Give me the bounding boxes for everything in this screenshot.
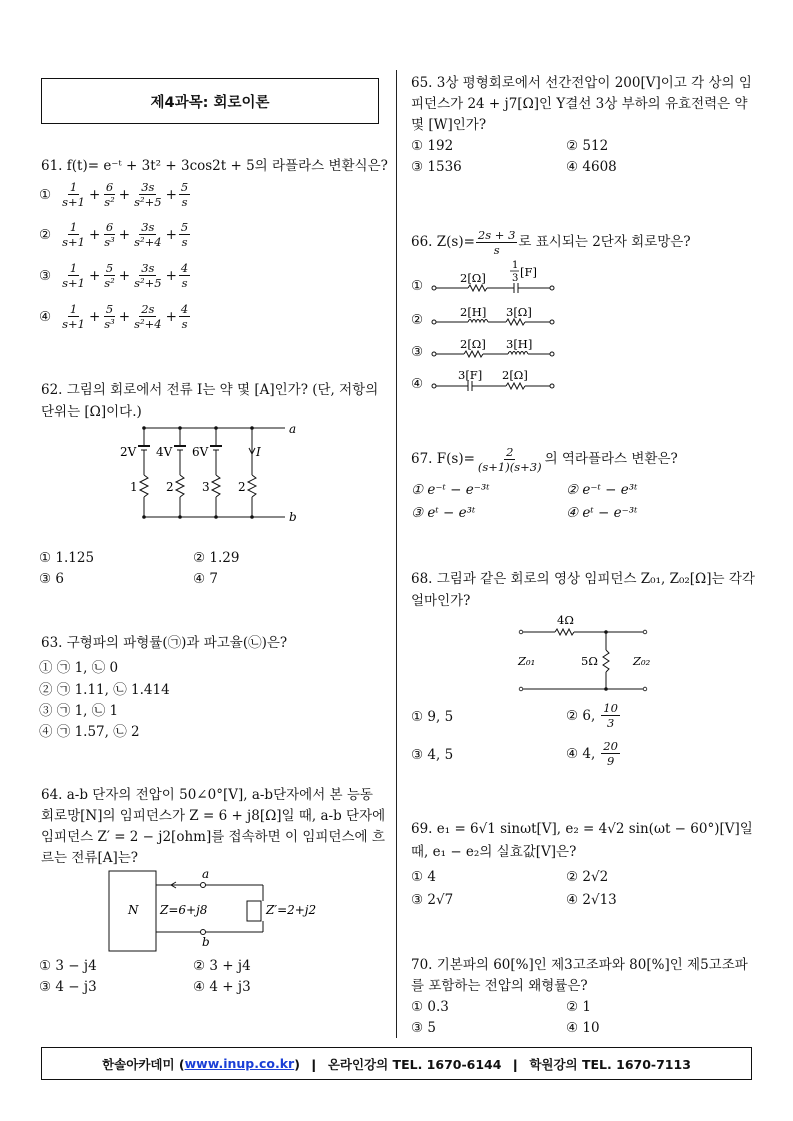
q64-option-3: ③ 4 − j3 (39, 979, 97, 995)
fraction-numerator: 5 (180, 180, 189, 194)
q68-option-4-den: 9 (606, 754, 615, 768)
fraction-numerator: 1 (69, 220, 78, 234)
q68-circuit-diagram (515, 612, 655, 694)
column-divider (396, 70, 397, 1038)
q67-numerator: 2 (506, 445, 514, 459)
q66-denominator: s (493, 243, 500, 257)
plus-sign: + (165, 226, 177, 243)
q66-numerator: 2s + 3 (477, 228, 516, 242)
q66-option-3-mark: ③ (411, 344, 424, 360)
q62-option-3: ③ 6 (39, 571, 64, 587)
q64-option-1: ① 3 − j4 (39, 958, 97, 974)
q64-circuit-diagram (108, 868, 328, 954)
q68-option-4-label: ④ 4, (566, 745, 596, 762)
footer-brand: 한솔아카데미 ( (102, 1056, 185, 1072)
q65-option-4: ④ 4608 (566, 159, 617, 175)
fraction-denominator: s²+4 (134, 317, 162, 331)
q61-stem: 61. f(t)= e⁻ᵗ + 3t² + 3cos2t + 5의 라플라스 변환식은? (41, 158, 388, 174)
q64-stem-line1: 64. a-b 단자의 전압이 50∠0°[V], a-b단자에서 본 능동 (41, 787, 373, 803)
q66-opt3-label1: 2[Ω] (460, 337, 486, 351)
q69-stem-line2: 때, e₁ − e₂의 실효값[V]은? (411, 844, 577, 860)
plus-sign: + (88, 308, 101, 325)
q65-stem-line2: 피던스가 24 + j7[Ω]인 Y결선 3상 부하의 유효전력은 약 (411, 96, 748, 112)
q66-opt1-label1: 2[Ω] (460, 271, 486, 285)
q63-option-3: ③ ㉠ 1, ㉡ 1 (39, 703, 119, 719)
q70-option-2: ② 1 (566, 999, 591, 1015)
q68-z01-label: Z₀₁ (518, 654, 536, 668)
plus-sign: + (88, 186, 101, 203)
q68-r1-label: 4Ω (557, 613, 574, 627)
section-title: 제4과목: 회로이론 (41, 78, 379, 124)
q61-option-mark: ① (39, 186, 52, 203)
q63-stem: 63. 구형파의 파형률(㉠)과 파고율(㉡)은? (41, 635, 288, 651)
plus-sign: + (118, 226, 131, 243)
plus-sign: + (118, 308, 131, 325)
fraction-numerator: 3s (141, 180, 155, 194)
plus-sign: + (165, 308, 177, 325)
q67-stem-suffix: 의 역라플라스 변환은? (544, 451, 678, 467)
q62-terminal-b: b (289, 510, 297, 524)
fraction-denominator: s²+4 (134, 235, 162, 249)
q62-r4-label: 2 (238, 480, 246, 494)
q66-opt1-label2: [F] (520, 265, 537, 279)
q67-denominator: (s+1)(s+3) (477, 460, 542, 474)
fraction-numerator: 5 (180, 220, 189, 234)
q69-option-2: ② 2√2 (566, 869, 609, 885)
fraction-denominator: s²+5 (134, 195, 162, 209)
plus-sign: + (88, 226, 101, 243)
q61-option-3 (39, 261, 191, 290)
q68-option-2-label: ② 6, (566, 707, 596, 724)
q67-option-3: ③ eᵗ − e³ᵗ (411, 505, 476, 521)
fraction-numerator: 5 (105, 261, 114, 275)
fraction-denominator: s (181, 317, 188, 331)
fraction-denominator: s³ (104, 317, 115, 331)
q64-terminal-a: a (202, 867, 210, 881)
q62-option-1: ① 1.125 (39, 550, 95, 566)
q61-term-fraction (132, 261, 163, 290)
q69-option-4: ④ 2√13 (566, 892, 617, 908)
footer-banner (41, 1047, 752, 1080)
fraction-denominator: s² (104, 195, 115, 209)
fraction-denominator: s (181, 276, 188, 290)
q62-stem-line2: 단위는 [Ω]이다.) (41, 404, 142, 420)
q61-option-mark: ③ (39, 267, 52, 284)
fraction-denominator: s²+5 (134, 276, 162, 290)
q61-term-fraction (179, 180, 190, 209)
fraction-denominator: s+1 (62, 317, 85, 331)
fraction-numerator: 6 (105, 180, 114, 194)
q66-stem-prefix: 66. Z(s)= (411, 234, 475, 250)
q68-option-4-num: 20 (603, 739, 618, 753)
fraction-denominator: s³ (104, 235, 115, 249)
q61-term-fraction (102, 302, 117, 331)
q68-stem-line1: 68. 그림과 같은 회로의 영상 임피던스 Z₀₁, Z₀₂[Ω]는 각각 (411, 571, 755, 587)
plus-sign: + (165, 186, 177, 203)
q70-option-1: ① 0.3 (411, 999, 449, 1015)
fraction-denominator: s+1 (62, 195, 85, 209)
q62-circuit-diagram (110, 420, 310, 525)
q61-term-fraction (102, 220, 117, 249)
q62-terminal-a: a (289, 422, 297, 436)
q61-term-fraction (102, 261, 117, 290)
fraction-numerator: 3s (141, 261, 155, 275)
fraction-numerator: 5 (105, 302, 114, 316)
q66-opt2-label1: 2[H] (460, 305, 487, 319)
q70-option-4: ④ 10 (566, 1020, 600, 1036)
q68-option-2-num: 10 (603, 701, 618, 715)
footer-contact: ) ❙ 온라인강의 TEL. 1670-6144 ❙ 학원강의 TEL. 1670-7113 (294, 1056, 691, 1072)
plus-sign: + (88, 267, 101, 284)
q63-option-4: ④ ㉠ 1.57, ㉡ 2 (39, 724, 140, 740)
q61-term-fraction (60, 220, 87, 249)
q62-v2-label: 4V (156, 445, 173, 459)
q68-option-4 (566, 739, 621, 768)
q68-option-3: ③ 4, 5 (411, 747, 454, 763)
q70-option-3: ③ 5 (411, 1020, 436, 1036)
q61-term-fraction (179, 220, 190, 249)
q61-option-1 (39, 180, 191, 209)
q61-term-fraction (132, 180, 163, 209)
fraction-numerator: 2s (141, 302, 155, 316)
q63-option-1: ① ㉠ 1, ㉡ 0 (39, 660, 119, 676)
q62-r3-label: 3 (202, 480, 210, 494)
fraction-denominator: s+1 (62, 276, 85, 290)
plus-sign: + (165, 267, 177, 284)
fraction-numerator: 1 (69, 180, 78, 194)
q66-opt1-frac-den: 3 (512, 273, 519, 284)
q61-term-fraction (132, 220, 163, 249)
q61-term-fraction (60, 302, 87, 331)
q67-stem-prefix: 67. F(s)= (411, 451, 475, 467)
q62-stem-line1: 62. 그림의 회로에서 전류 I는 약 몇 [A]인가? (단, 저항의 (41, 382, 379, 398)
q65-option-2: ② 512 (566, 138, 609, 154)
q62-option-2: ② 1.29 (193, 550, 240, 566)
q62-r2-label: 2 (166, 480, 174, 494)
q66-networks-diagram (430, 258, 570, 398)
q64-impedance-z: Z=6+j8 (160, 903, 208, 917)
q69-option-3: ③ 2√7 (411, 892, 454, 908)
q61-option-2 (39, 220, 191, 249)
q66-option-4-mark: ④ (411, 376, 424, 392)
q61-option-4 (39, 302, 191, 331)
q65-option-1: ① 192 (411, 138, 454, 154)
q66-stem (411, 228, 691, 257)
fraction-numerator: 4 (180, 261, 189, 275)
q64-network-label: N (128, 903, 139, 917)
q66-opt2-label2: 3[Ω] (506, 305, 532, 319)
q68-r2-label: 5Ω (581, 654, 598, 668)
fraction-denominator: s (181, 235, 188, 249)
q68-z02-label: Z₀₂ (633, 654, 651, 668)
q62-v1-label: 2V (120, 445, 137, 459)
q62-r1-label: 1 (130, 480, 138, 494)
q64-terminal-b: b (202, 935, 210, 949)
q66-option-1-mark: ① (411, 278, 424, 294)
q66-opt4-label1: 3[F] (458, 368, 483, 382)
fraction-numerator: 4 (180, 302, 189, 316)
q62-v3-label: 6V (192, 445, 209, 459)
q65-option-3: ③ 1536 (411, 159, 462, 175)
q65-stem-line3: 몇 [W]인가? (411, 117, 487, 133)
fraction-numerator: 6 (105, 220, 114, 234)
q67-option-2: ② e⁻ᵗ − e³ᵗ (566, 482, 638, 498)
q70-stem-line1: 70. 기본파의 60[%]인 제3고조파와 80[%]인 제5고조파 (411, 957, 748, 973)
q61-term-fraction (132, 302, 163, 331)
q64-option-2: ② 3 + j4 (193, 958, 251, 974)
plus-sign: + (118, 186, 131, 203)
q61-term-fraction (179, 302, 190, 331)
q66-opt1-frac-num: 1 (512, 260, 519, 271)
q66-opt3-label2: 3[H] (506, 337, 533, 351)
q68-stem-line2: 얼마인가? (411, 593, 471, 609)
q69-stem-line1: 69. e₁ = 6√1 sinωt[V], e₂ = 4√2 sin(ωt − 60°)[V]일 (411, 821, 753, 837)
q63-option-2: ② ㉠ 1.11, ㉡ 1.414 (39, 682, 170, 698)
q69-option-1: ① 4 (411, 869, 436, 885)
q64-stem-line3: 임피던스 Z′ = 2 − j2[ohm]를 접속하면 이 임피던스에 흐 (41, 829, 385, 845)
plus-sign: + (118, 267, 131, 284)
q66-opt4-label2: 2[Ω] (502, 368, 528, 382)
q67-option-1: ① e⁻ᵗ − e⁻³ᵗ (411, 482, 490, 498)
q62-current-label: I (256, 445, 261, 459)
q66-option-2-mark: ② (411, 312, 424, 328)
q61-term-fraction (60, 180, 87, 209)
footer-url-link[interactable]: www.inup.co.kr (184, 1056, 295, 1071)
q64-option-4: ④ 4 + j3 (193, 979, 251, 995)
fraction-numerator: 1 (69, 261, 78, 275)
q70-stem-line2: 를 포함하는 전압의 왜형률은? (411, 978, 588, 994)
q64-impedance-zp: Z′=2+j2 (266, 903, 317, 917)
q68-option-2-den: 3 (606, 716, 615, 730)
q66-stem-suffix: 로 표시되는 2단자 회로망은? (518, 234, 691, 250)
q61-term-fraction (60, 261, 87, 290)
fraction-numerator: 1 (69, 302, 78, 316)
q68-option-1: ① 9, 5 (411, 709, 454, 725)
q67-option-4: ④ eᵗ − e⁻³ᵗ (566, 505, 638, 521)
q61-option-mark: ④ (39, 308, 52, 325)
q64-stem-line4: 르는 전류[A]는? (41, 850, 139, 866)
fraction-numerator: 3s (141, 220, 155, 234)
q61-term-fraction (102, 180, 117, 209)
q61-option-mark: ② (39, 226, 52, 243)
fraction-denominator: s+1 (62, 235, 85, 249)
q68-option-2 (566, 701, 621, 730)
q65-stem-line1: 65. 3상 평형회로에서 선간전압이 200[V]이고 각 상의 임 (411, 75, 752, 91)
q62-option-4: ④ 7 (193, 571, 218, 587)
fraction-denominator: s (181, 195, 188, 209)
fraction-denominator: s² (104, 276, 115, 290)
q67-stem (411, 445, 678, 474)
q61-term-fraction (179, 261, 190, 290)
q64-stem-line2: 회로망[N]의 임피던스가 Z = 6 + j8[Ω]일 때, a-b 단자에 (41, 808, 386, 824)
